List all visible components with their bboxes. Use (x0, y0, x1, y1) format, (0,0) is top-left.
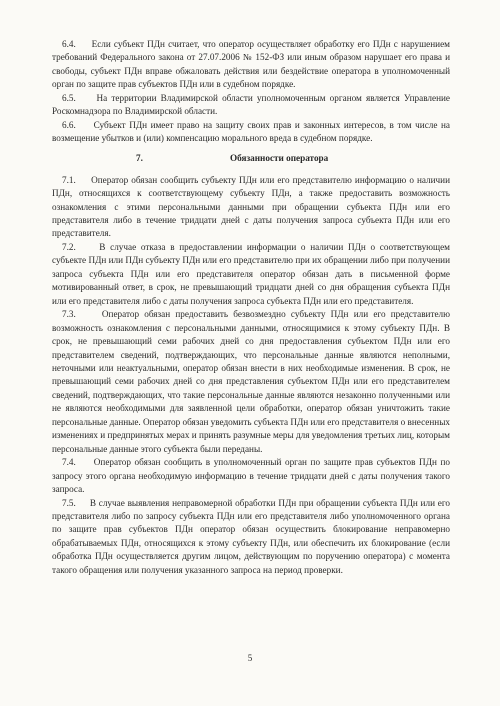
paragraph-7-1: 7.1. Оператор обязан сообщить субъекту ПДн или его представителю информацию о наличии ПДн, относящихся к соответствующему субъекту ПДн, а также предоставить возможность ознакомления с этими персональными данными при обращении субъекта ПДн или его представителя либо в течение тридцати дней с даты получения запроса субъекта ПДн или его представителя. (52, 174, 450, 239)
paragraph-6-5: 6.5. На территории Владимирской области уполномоченным органом является Управление Роскомнадзора по Владимирской области. (52, 92, 450, 117)
section-6-body (52, 38, 450, 146)
paragraph-7-3: 7.3. Оператор обязан предоставить безвозмездно субъекту ПДн или его представителю возможность ознакомления с персональными данными, относящимися к этому субъекту ПДн. В срок, не превышающий семи рабочих дней со дня предоставления субъектом ПДн или его представителем сведений, подтверждающих, что персональные данные являются неполными, неточными или неактуальными, оператор обязан внести в них необходимые изменения. В срок, не превышающий семи рабочих дней со дня представления субъектом ПДн или его представителем сведений, подтверждающих, что такие персональные данные являются незаконно полученными или не являются необходимыми для заявленной цели обработки, оператор обязан уничтожить такие персональные данные. Оператор обязан уведомить субъекта ПДн или его представителя о внесенных изменениях и предпринятых мерах и принять разумные меры для уведомления третьих лиц, которым персональные данные этого субъекта были переданы. (52, 309, 450, 454)
section-number: 7. (136, 152, 143, 163)
section-title: Обязанности оператора (230, 152, 329, 163)
paragraph-6-6: 6.6. Субъект ПДн имеет право на защиту своих прав и законных интересов, в том числе на возмещение убытков и (или) компенсацию морального вреда в судебном порядке. (52, 119, 450, 144)
section-heading (52, 152, 450, 166)
paragraph-7-5: 7.5. В случае выявления неправомерной обработки ПДн при обращении субъекта ПДн или его представителя либо по запросу субъекта ПДн или его представителя либо уполномоченного органа по защите прав субъектов ПДн оператор обязан осуществить блокирование неправомерно обрабатываемых ПДн, относящихся к этому субъекту ПДн, или обеспечить их блокирование (если обработка ПДн осуществляется другим лицом, действующим по поручению оператора) с момента такого обращения или получения указанного запроса на период проверки. (52, 497, 450, 575)
paragraph-7-2: 7.2. В случае отказа в предоставлении информации о наличии ПДн о соответствующем субъекте ПДн или ПДн субъекту ПДн или его представителю при их обращении либо при получении запроса субъекта ПДн или его представителя оператор обязан дать в письменной форме мотивированный ответ, в срок, не превышающий тридцати дней со дня обращения субъекта ПДн или его представителя либо с даты получения запроса субъекта ПДн или его представителя. (52, 241, 450, 306)
paragraph-6-4: 6.4. Если субъект ПДн считает, что оператор осуществляет обработку его ПДн с нарушением требований Федерального закона от 27.07.2006 № 152-ФЗ или иным образом нарушает его права и свободы, субъект ПДн вправе обжаловать действия или бездействие оператора в уполномоченный орган по защите прав субъектов ПДн или в судебном порядке. (52, 39, 450, 90)
paragraph-7-4: 7.4. Оператор обязан сообщить в уполномоченный орган по защите прав субъектов ПДн по запросу этого органа необходимую информацию в течение тридцати дней с даты получения такого запроса. (52, 457, 450, 495)
page-number: 5 (247, 653, 253, 663)
section-7-body (52, 174, 450, 578)
